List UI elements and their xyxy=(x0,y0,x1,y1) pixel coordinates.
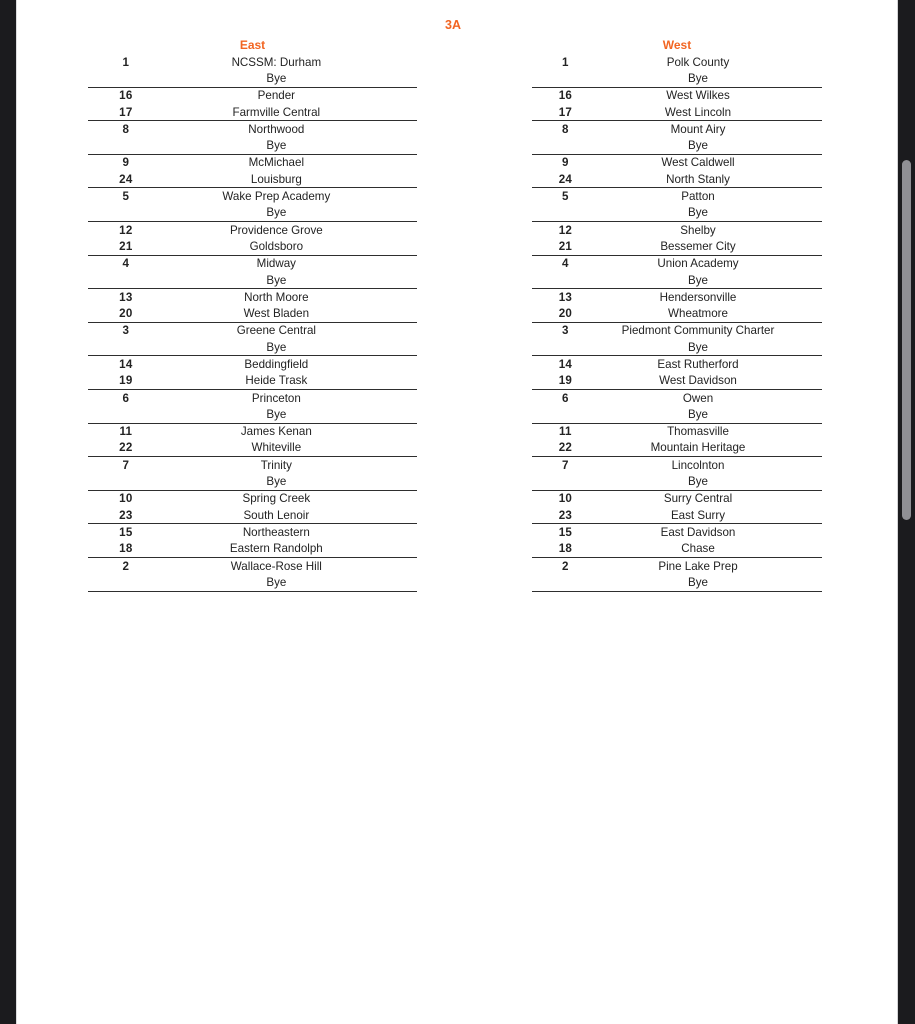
team-bottom: Bye xyxy=(266,273,287,287)
seed-top: 4 xyxy=(122,257,130,271)
seed-bottom: 24 xyxy=(558,172,572,186)
team-top: Hendersonville xyxy=(659,290,737,304)
team-top: Shelby xyxy=(680,223,716,237)
seed-bottom: 20 xyxy=(119,307,133,321)
team-top: Northwood xyxy=(248,122,305,136)
team-bottom: West Davidson xyxy=(659,374,737,388)
team-row-top xyxy=(532,188,822,204)
team-row-top xyxy=(532,88,822,104)
team-row-bottom xyxy=(532,171,822,187)
team-row-top xyxy=(532,121,822,137)
team-bottom: Bye xyxy=(266,407,287,421)
team-top: McMichael xyxy=(248,156,305,170)
team-bottom: Bye xyxy=(688,71,708,85)
viewer-right-edge xyxy=(897,0,915,1024)
match-block xyxy=(532,188,822,222)
match-block xyxy=(88,491,417,525)
seed-top: 8 xyxy=(562,122,569,136)
match-block xyxy=(88,558,417,592)
team-bottom: Eastern Randolph xyxy=(229,542,323,556)
team-top: Spring Creek xyxy=(242,492,311,506)
seed-top: 15 xyxy=(558,525,572,539)
match-block xyxy=(88,256,417,290)
team-top: Pender xyxy=(257,89,296,103)
team-row-bottom xyxy=(532,339,822,355)
match-block xyxy=(532,121,822,155)
match-block xyxy=(532,256,822,290)
match-block xyxy=(88,323,417,357)
team-bottom: Bye xyxy=(266,575,287,589)
team-bottom: Heide Trask xyxy=(245,374,308,388)
team-bottom: Whiteville xyxy=(251,441,302,455)
team-row-bottom xyxy=(532,137,822,153)
team-row-top xyxy=(88,424,417,440)
team-bottom: West Lincoln xyxy=(664,105,732,119)
team-top: Beddingfield xyxy=(244,357,309,371)
team-row-top xyxy=(532,424,822,440)
team-row-top xyxy=(532,390,822,406)
seed-bottom: 18 xyxy=(119,542,133,556)
scrollbar-thumb[interactable] xyxy=(902,160,911,520)
seed-top: 14 xyxy=(558,357,572,371)
team-row-bottom xyxy=(532,305,822,321)
team-row-top xyxy=(532,54,822,70)
team-row-bottom xyxy=(532,272,822,288)
match-block xyxy=(88,424,417,458)
seed-top: 6 xyxy=(562,391,569,405)
match-block xyxy=(532,356,822,390)
team-bottom: Bye xyxy=(688,273,708,287)
page-title: 3A xyxy=(445,18,461,32)
bracket-west-matches xyxy=(532,54,822,592)
team-row-top xyxy=(532,491,822,507)
match-block xyxy=(88,188,417,222)
team-row-bottom xyxy=(88,406,417,422)
team-row-top xyxy=(88,457,417,473)
seed-bottom: 24 xyxy=(119,172,133,186)
team-row-top xyxy=(88,558,417,574)
team-row-top xyxy=(532,558,822,574)
match-block xyxy=(532,390,822,424)
match-block xyxy=(88,457,417,491)
team-row-top xyxy=(88,121,417,137)
team-top: Owen xyxy=(682,391,714,405)
team-bottom: Bye xyxy=(688,206,708,220)
team-row-bottom xyxy=(532,238,822,254)
team-row-top xyxy=(88,54,417,70)
team-row-bottom xyxy=(88,305,417,321)
team-bottom: East Surry xyxy=(670,508,726,522)
seed-top: 12 xyxy=(558,223,572,237)
seed-bottom: 23 xyxy=(558,508,572,522)
team-row-bottom xyxy=(88,339,417,355)
team-row-bottom xyxy=(532,205,822,221)
team-row-bottom xyxy=(88,70,417,86)
team-row-bottom xyxy=(88,171,417,187)
seed-top: 16 xyxy=(119,89,133,103)
team-top: West Caldwell xyxy=(661,156,735,170)
seed-top: 13 xyxy=(119,290,133,304)
match-block xyxy=(532,54,822,88)
seed-top: 12 xyxy=(119,223,133,237)
team-row-bottom xyxy=(88,104,417,120)
match-block xyxy=(88,289,417,323)
team-top: Northeastern xyxy=(242,525,310,539)
team-bottom: Bye xyxy=(688,407,708,421)
team-row-bottom xyxy=(532,541,822,557)
seed-top: 16 xyxy=(558,89,572,103)
match-block xyxy=(88,222,417,256)
bracket-east-header: East xyxy=(239,38,266,52)
team-row-bottom xyxy=(532,70,822,86)
seed-top: 7 xyxy=(122,458,130,472)
seed-bottom: 21 xyxy=(119,239,133,253)
team-top: Midway xyxy=(256,257,296,271)
team-row-bottom xyxy=(532,373,822,389)
team-top: Lincolnton xyxy=(671,458,725,472)
team-row-bottom xyxy=(532,440,822,456)
team-bottom: Bye xyxy=(688,575,708,589)
team-top: Trinity xyxy=(260,458,292,472)
seed-bottom: 17 xyxy=(558,105,572,119)
team-top: Patton xyxy=(681,190,715,204)
seed-top: 14 xyxy=(119,357,133,371)
team-row-top xyxy=(532,323,822,339)
seed-top: 1 xyxy=(562,55,569,69)
team-bottom: Bye xyxy=(266,71,287,85)
team-top: Union Academy xyxy=(657,257,739,271)
team-row-top xyxy=(532,222,822,238)
seed-top: 6 xyxy=(122,391,130,405)
team-top: Thomasville xyxy=(667,425,729,439)
team-top: East Rutherford xyxy=(657,357,739,371)
match-block xyxy=(88,155,417,189)
match-block xyxy=(88,524,417,558)
team-top: North Moore xyxy=(244,290,309,304)
viewer-left-edge xyxy=(0,0,17,1024)
seed-top: 15 xyxy=(119,525,133,539)
team-top: Mount Airy xyxy=(670,122,726,136)
team-top: James Kenan xyxy=(240,425,312,439)
team-row-top xyxy=(532,356,822,372)
seed-top: 10 xyxy=(558,492,572,506)
team-row-top xyxy=(88,188,417,204)
team-bottom: Chase xyxy=(681,542,715,556)
team-row-bottom xyxy=(88,507,417,523)
team-row-bottom xyxy=(88,373,417,389)
bracket-west xyxy=(532,37,822,592)
team-bottom: Bye xyxy=(688,340,708,354)
seed-bottom: 23 xyxy=(119,508,133,522)
document-page xyxy=(17,0,897,1024)
team-row-top xyxy=(88,356,417,372)
team-bottom: Bye xyxy=(266,475,287,489)
team-bottom: Bye xyxy=(266,139,287,153)
seed-top: 10 xyxy=(119,492,133,506)
team-row-top xyxy=(88,155,417,171)
team-row-bottom xyxy=(88,473,417,489)
team-row-top xyxy=(88,256,417,272)
team-row-bottom xyxy=(88,541,417,557)
team-bottom: Louisburg xyxy=(250,172,302,186)
team-top: Wake Prep Academy xyxy=(222,190,331,204)
seed-top: 5 xyxy=(122,190,130,204)
seed-bottom: 22 xyxy=(119,441,133,455)
match-block xyxy=(88,121,417,155)
team-bottom: Bye xyxy=(266,206,287,220)
team-top: NCSSM: Durham xyxy=(231,55,322,69)
team-bottom: Mountain Heritage xyxy=(650,441,746,455)
seed-top: 1 xyxy=(122,55,130,69)
seed-top: 3 xyxy=(122,324,130,338)
team-top: East Davidson xyxy=(660,525,736,539)
seed-bottom: 19 xyxy=(558,374,572,388)
match-block xyxy=(88,356,417,390)
team-top: Providence Grove xyxy=(229,223,323,237)
match-block xyxy=(532,88,822,122)
bracket-east-matches xyxy=(88,54,417,592)
seed-top: 9 xyxy=(562,156,569,170)
team-row-bottom xyxy=(88,238,417,254)
seed-bottom: 17 xyxy=(119,105,133,119)
seed-bottom: 20 xyxy=(558,307,572,321)
team-bottom: West Bladen xyxy=(243,307,310,321)
team-top: West Wilkes xyxy=(666,89,730,103)
team-top: Greene Central xyxy=(236,324,316,338)
team-row-bottom xyxy=(532,507,822,523)
team-row-top xyxy=(88,390,417,406)
match-block xyxy=(532,222,822,256)
team-bottom: Bye xyxy=(688,475,708,489)
match-block xyxy=(88,88,417,122)
seed-top: 11 xyxy=(119,425,133,439)
team-bottom: Bessemer City xyxy=(660,239,736,253)
team-bottom: Bye xyxy=(688,139,708,153)
team-row-top xyxy=(532,256,822,272)
match-block xyxy=(532,491,822,525)
team-row-top xyxy=(88,88,417,104)
seed-top: 4 xyxy=(562,257,569,271)
team-row-bottom xyxy=(532,406,822,422)
team-top: Pine Lake Prep xyxy=(658,559,738,573)
team-bottom: Farmville Central xyxy=(232,105,321,119)
seed-top: 5 xyxy=(562,190,569,204)
team-bottom: Bye xyxy=(266,340,287,354)
team-row-bottom xyxy=(88,574,417,590)
seed-top: 2 xyxy=(562,559,569,573)
team-row-top xyxy=(88,524,417,540)
seed-top: 9 xyxy=(122,156,130,170)
match-block xyxy=(88,54,417,88)
match-block xyxy=(532,558,822,592)
team-row-top xyxy=(88,491,417,507)
seed-top: 13 xyxy=(558,290,572,304)
match-block xyxy=(532,289,822,323)
match-block xyxy=(88,390,417,424)
bracket-east xyxy=(88,37,417,592)
team-row-top xyxy=(532,155,822,171)
team-top: Polk County xyxy=(666,55,730,69)
team-bottom: North Stanly xyxy=(666,172,730,186)
seed-bottom: 22 xyxy=(558,441,572,455)
team-top: Surry Central xyxy=(663,492,733,506)
team-row-top xyxy=(532,289,822,305)
seed-top: 2 xyxy=(122,559,130,573)
team-row-top xyxy=(88,323,417,339)
team-row-bottom xyxy=(88,137,417,153)
team-row-bottom xyxy=(532,574,822,590)
team-top: Princeton xyxy=(251,391,301,405)
team-row-bottom xyxy=(88,205,417,221)
match-block xyxy=(532,155,822,189)
seed-bottom: 18 xyxy=(558,542,572,556)
team-top: Wallace-Rose Hill xyxy=(230,559,322,573)
match-block xyxy=(532,323,822,357)
seed-top: 8 xyxy=(122,122,130,136)
match-block xyxy=(532,424,822,458)
team-row-bottom xyxy=(532,104,822,120)
match-block xyxy=(532,524,822,558)
team-top: Piedmont Community Charter xyxy=(621,324,775,338)
team-row-top xyxy=(88,222,417,238)
match-block xyxy=(532,457,822,491)
team-row-bottom xyxy=(532,473,822,489)
seed-top: 7 xyxy=(562,458,569,472)
team-row-bottom xyxy=(88,440,417,456)
team-bottom: Wheatmore xyxy=(668,307,728,321)
seed-top: 3 xyxy=(562,324,569,338)
team-row-top xyxy=(532,524,822,540)
seed-bottom: 21 xyxy=(558,239,572,253)
team-bottom: South Lenoir xyxy=(243,508,310,522)
team-row-bottom xyxy=(88,272,417,288)
team-row-top xyxy=(532,457,822,473)
seed-bottom: 19 xyxy=(119,374,133,388)
bracket-west-header: West xyxy=(662,38,692,52)
team-bottom: Goldsboro xyxy=(249,239,304,253)
seed-top: 11 xyxy=(559,425,572,439)
team-row-top xyxy=(88,289,417,305)
